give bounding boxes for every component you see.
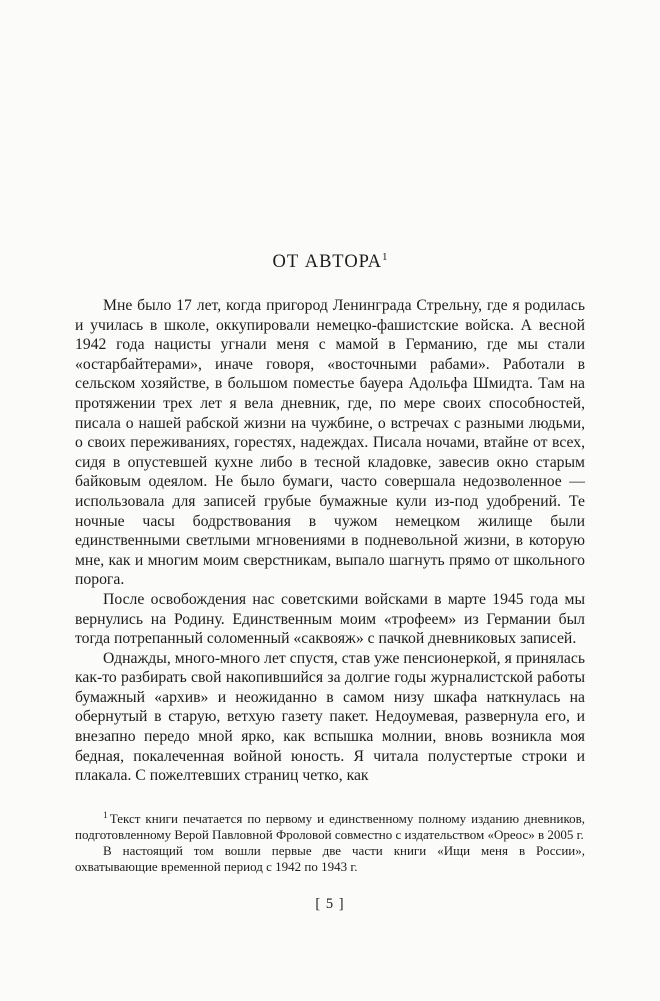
footnotes [75,811,585,875]
page-number: [ 5 ] [315,896,345,912]
footnote-marker: 1 [103,810,108,821]
footnote [75,843,585,875]
paragraph: Мне было 17 лет, когда пригород Ленинграда Стрельну, где я родилась и училась в школе, оккупировали немецко-фашистские войска. А весной 1942 года нацисты угнали меня с мамой в Германию, где мы стали «остарбайтерами», иначе говоря, «восточными рабами». Работали в сельском хозяйстве, в большом поместье бауера Адольфа Шмидта. Там на протяжении трех лет я вела дневник, где, по мере своих способностей, писала о нашей рабской жизни на чужбине, о встречах с разными людьми, о своих переживаниях, горестях, надеждах. Писала ночами, втайне от всех, сидя в опустевшей кухне либо в тесной кладовке, завесив окно старым байковым одеялом. Не было бумаги, часто совершала недозволенное — использовала для записей грубые бумажные кули из-под удобрений. Те ночные часы бодрствования в чужом немецком жилище были единственными светлыми мгновениями в подневольной жизни, в которую мне, как и многим моим сверстникам, выпало шагнуть прямо от школьного порога. [75,297,585,589]
footnote [75,811,585,843]
title-footnote-marker: 1 [381,250,388,263]
paragraph: После освобождения нас советскими войсками в марте 1945 года мы вернулись на Родину. Единственным моим «трофеем» из Германии был тогда потрепанный соломенный «саквояж» с пачкой дневниковых записей. [75,590,585,648]
footnote-text: В настоящий том вошли первые две части книги «Ищи меня в России», охватывающие временной период с 1942 по 1943 г. [75,842,585,874]
body-text [75,296,585,786]
paragraph: Однажды, много-много лет спустя, став уже пенсионеркой, я принялась как-то разбирать свой накопившийся за долгие годы журналистской работы бумажный «архив» и неожиданно в самом низу шкафа наткнулась на обернутый в старую, ветхую газету пакет. Недоумевая, развернула его, и внезапно передо мной ярко, как вспышка молнии, вновь возникла моя бедная, покалеченная войной юность. Я читала полустертые строки и плакала. С пожелтевших страниц четко, как [75,649,585,785]
footnote-text: Текст книги печатается по первому и единственному полному изданию дневников, подготовленному Верой Павловной Фроловой совместно с издательством «Ореос» в 2005 г. [75,810,585,842]
chapter-title [75,252,585,273]
chapter-title-text: ОТ АВТОРА [272,252,382,272]
